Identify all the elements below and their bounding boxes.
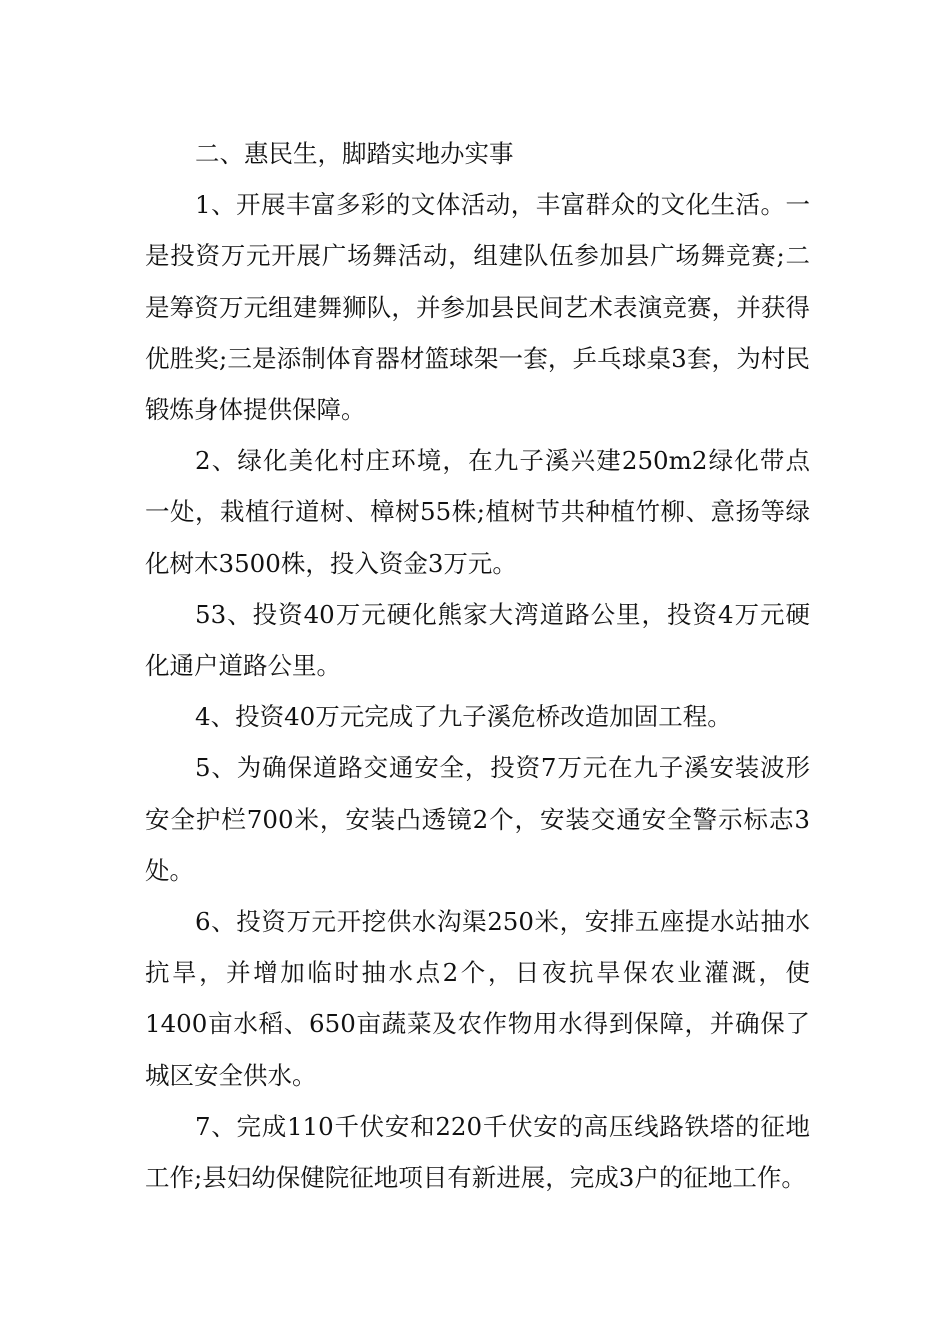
paragraph-item-4: 4、投资40万元完成了九子溪危桥改造加固工程。 [195,702,732,732]
section-heading: 二、惠民生，脚踏实地办实事 [195,139,514,168]
paragraph-item-7: 7、完成110千伏安和220千伏安的高压线路铁塔的征地工作;县妇幼保健院征地项目有新进展，完成3户的征地工作。 [145,1111,810,1193]
document-body [145,128,810,1203]
paragraph-item-3: 53、投资40万元硬化熊家大湾道路公里，投资4万元硬化通户道路公里。 [145,599,810,681]
paragraph-item-6: 6、投资万元开挖供水沟渠250米，安排五座提水站抽水抗旱，并增加临时抽水点2个，日夜抗旱保农业灌溉，使1400亩水稻、650亩蔬菜及农作物用水得到保障，并确保了城区安全供水。 [145,907,810,1090]
paragraph-item-2: 2、绿化美化村庄环境，在九子溪兴建250m2绿化带点一处，栽植行道树、樟树55株;植树节共种植竹柳、意扬等绿化树木3500株，投入资金3万元。 [145,446,810,578]
paragraph-item-1: 1、开展丰富多彩的文体活动，丰富群众的文化生活。一是投资万元开展广场舞活动，组建队伍参加县广场舞竞赛;二是筹资万元组建舞狮队，并参加县民间艺术表演竞赛，并获得优胜奖;三是添制体育器材篮球架一套，乒乓球桌3套，为村民锻炼身体提供保障。 [145,190,810,425]
paragraph-item-5: 5、为确保道路交通安全，投资7万元在九子溪安装波形安全护栏700米，安装凸透镜2个，安装交通安全警示标志3处。 [145,753,810,885]
